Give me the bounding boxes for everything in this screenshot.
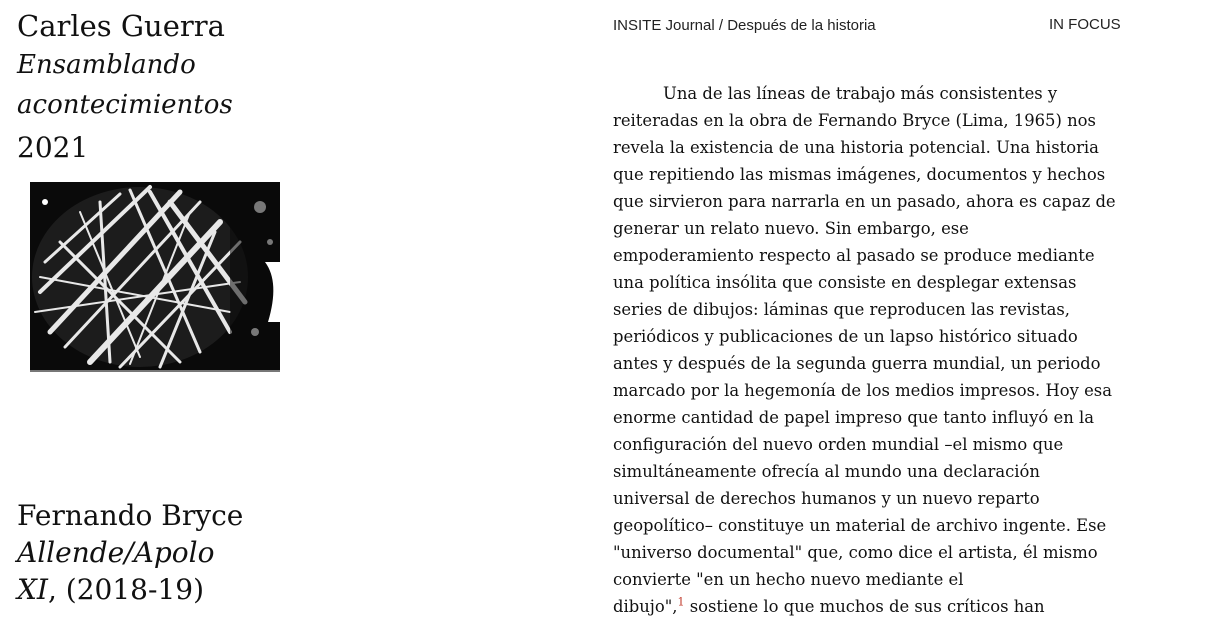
article-line: "universo documental" que, como dice el artista, él mismo [613, 543, 1098, 562]
article-line: antes y después de la segunda guerra mundial, un periodo [613, 354, 1101, 373]
article-line: periódicos y publicaciones de un lapso histórico situado [613, 327, 1078, 346]
article-line: simultáneamente ofrecía al mundo una declaración [613, 462, 1040, 481]
caption-title-line-1 [17, 534, 243, 571]
article-line: Una de las líneas de trabajo más consistentes y [663, 84, 1058, 103]
essay-title-line-1: Ensamblando [17, 50, 196, 80]
essay-title [17, 45, 233, 125]
artwork-drawing [30, 182, 280, 372]
essay-title-line-2: acontecimientos [17, 90, 233, 120]
article-line: que sirvieron para narrarla en un pasado, ahora es capaz de [613, 192, 1116, 211]
article-line: generar un relato nuevo. Sin embargo, ese [613, 219, 969, 238]
article-line: revela la existencia de una historia potencial. Una historia [613, 138, 1099, 157]
article-line: convierte "en un hecho nuevo mediante el [613, 570, 964, 589]
article-line: marcado por la hegemonía de los medios impresos. Hoy esa [613, 381, 1112, 400]
caption-title-italic-2: XI [17, 573, 48, 606]
section-label[interactable]: IN FOCUS [1049, 16, 1121, 33]
article-line: una política insólita que consiste en desplegar extensas [613, 273, 1077, 292]
artwork-caption [17, 497, 243, 608]
footnote-link[interactable]: 1 [677, 595, 685, 609]
article-line-last [613, 593, 1133, 620]
caption-title-line-2 [17, 571, 243, 608]
caption-title-italic-1: Allende/Apolo [17, 536, 215, 569]
article-line: configuración del nuevo orden mundial –el mismo que [613, 435, 1064, 454]
article-line: reiteradas en la obra de Fernando Bryce (Lima, 1965) nos [613, 111, 1096, 130]
artwork-image[interactable] [30, 182, 280, 372]
essay-year: 2021 [17, 131, 89, 164]
article-line-last-start: dibujo", [613, 597, 678, 616]
article-line-last-end: sostiene lo que muchos de sus críticos han [684, 597, 1045, 616]
article-body [613, 80, 1133, 620]
article-line: geopolítico– constituye un material de archivo ingente. Ese [613, 516, 1107, 535]
article-line: universal de derechos humanos y un nuevo reparto [613, 489, 1040, 508]
caption-title-date: , (2018-19) [48, 573, 204, 606]
article-line: que repitiendo las mismas imágenes, documentos y hechos [613, 165, 1106, 184]
journal-breadcrumb[interactable]: INSITE Journal / Después de la historia [613, 17, 876, 34]
article-line: enorme cantidad de papel impreso que tanto influyó en la [613, 408, 1094, 427]
article-line: empoderamiento respecto al pasado se produce mediante [613, 246, 1095, 265]
article-line: series de dibujos: láminas que reproducen las revistas, [613, 300, 1070, 319]
author-name: Carles Guerra [17, 9, 225, 43]
caption-artist: Fernando Bryce [17, 499, 244, 532]
